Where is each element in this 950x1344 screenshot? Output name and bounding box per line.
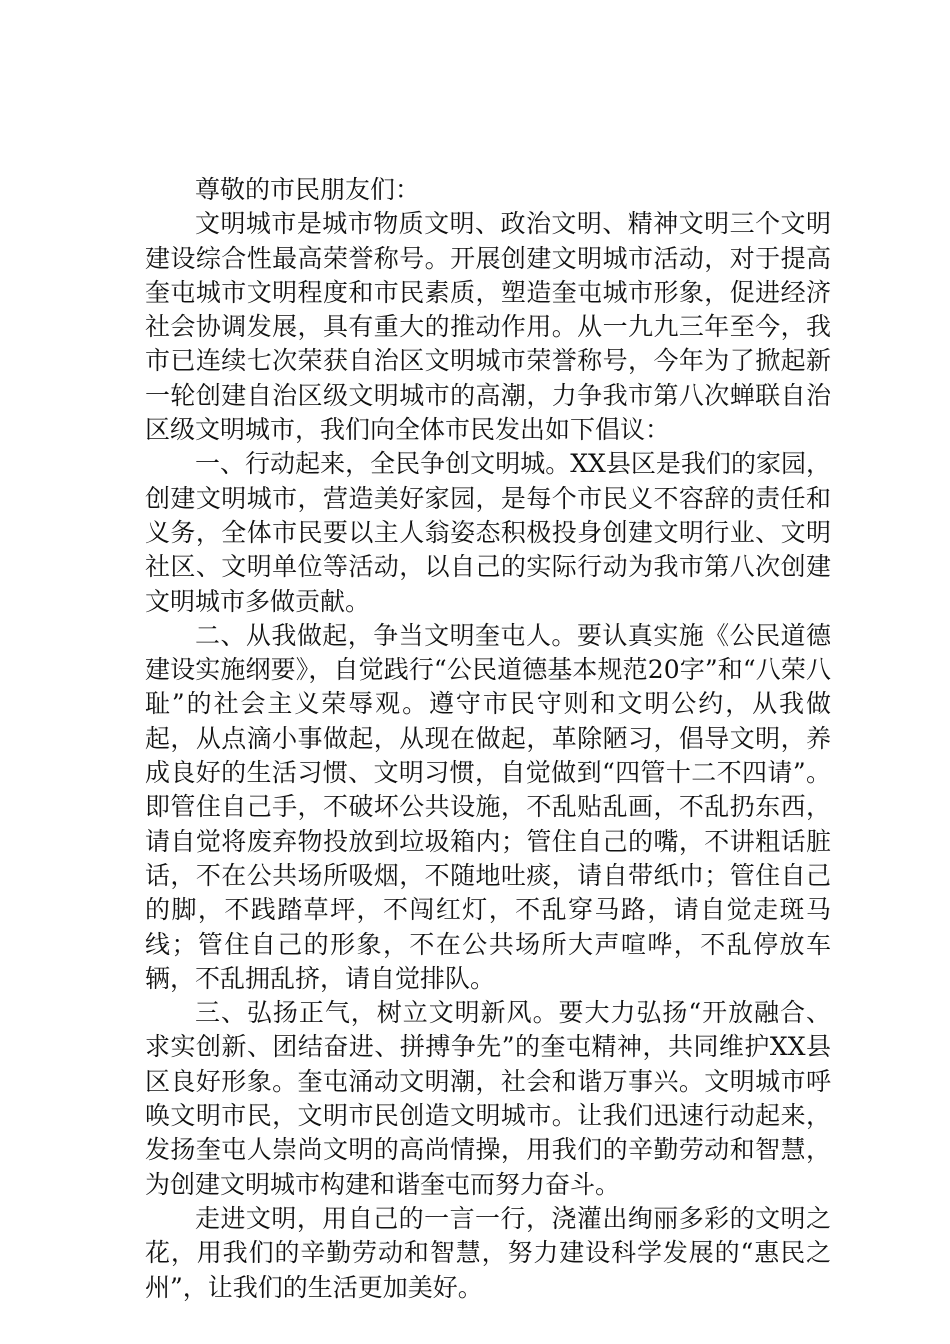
- salutation: 尊敬的市民朋友们：: [195, 175, 421, 204]
- paragraph-intro: 文明城市是城市物质文明、政治文明、精神文明三个文明建设综合性最高荣誉称号。开展创建文明城市活动，对于提高奎屯城市文明程度和市民素质，塑造奎屯城市形象，促进经济社会协调发展，具有重大的推动作用。从一九九三年至今，我市已连续七次荣获自治区文明城市荣誉称号，今年为了掀起新一轮创建自治区级文明城市的高潮，力争我市第八次蝉联自治区级文明城市，我们向全体市民发出如下倡议：: [145, 209, 831, 445]
- paragraph-closing: 走进文明，用自己的一言一行，浇灌出绚丽多彩的文明之花，用我们的辛勤劳动和智慧，努力建设科学发展的“惠民之州”，让我们的生活更加美好。: [145, 1203, 831, 1302]
- paragraph-proposal-3: 三、弘扬正气，树立文明新风。要大力弘扬“开放融合、求实创新、团结奋进、拼搏争先”的奎屯精神，共同维护XX县区良好形象。奎屯涌动文明潮，社会和谐万事兴。文明城市呼唤文明市民，文明市民创造文明城市。让我们迅速行动起来，发扬奎屯人崇尚文明的高尚情操，用我们的辛勤劳动和智慧，为创建文明城市构建和谐奎屯而努力奋斗。: [145, 998, 831, 1199]
- paragraph-proposal-1: 一、行动起来，全民争创文明城。XX县区是我们的家园，创建文明城市，营造美好家园，是每个市民义不容辞的责任和义务，全体市民要以主人翁姿态积极投身创建文明行业、文明社区、文明单位等活动，以自己的实际行动为我市第八次创建文明城市多做贡献。: [145, 449, 831, 616]
- document-body: [145, 173, 831, 1305]
- paragraph-proposal-2: 二、从我做起，争当文明奎屯人。要认真实施《公民道德建设实施纲要》，自觉践行“公民道德基本规范20字”和“八荣八耻”的社会主义荣辱观。遵守市民守则和文明公约，从我做起，从点滴小事做起，从现在做起，革除陋习，倡导文明，养成良好的生活习惯、文明习惯，自觉做到“四管十二不四请”。即管住自己手，不破坏公共设施，不乱贴乱画，不乱扔东西，请自觉将废弃物投放到垃圾箱内；管住自己的嘴，不讲粗话脏话，不在公共场所吸烟，不随地吐痰，请自带纸巾；管住自己的脚，不践踏草坪，不闯红灯，不乱穿马路，请自觉走斑马线；管住自己的形象，不在公共场所大声喧哗，不乱停放车辆，不乱拥乱挤，请自觉排队。: [145, 620, 831, 993]
